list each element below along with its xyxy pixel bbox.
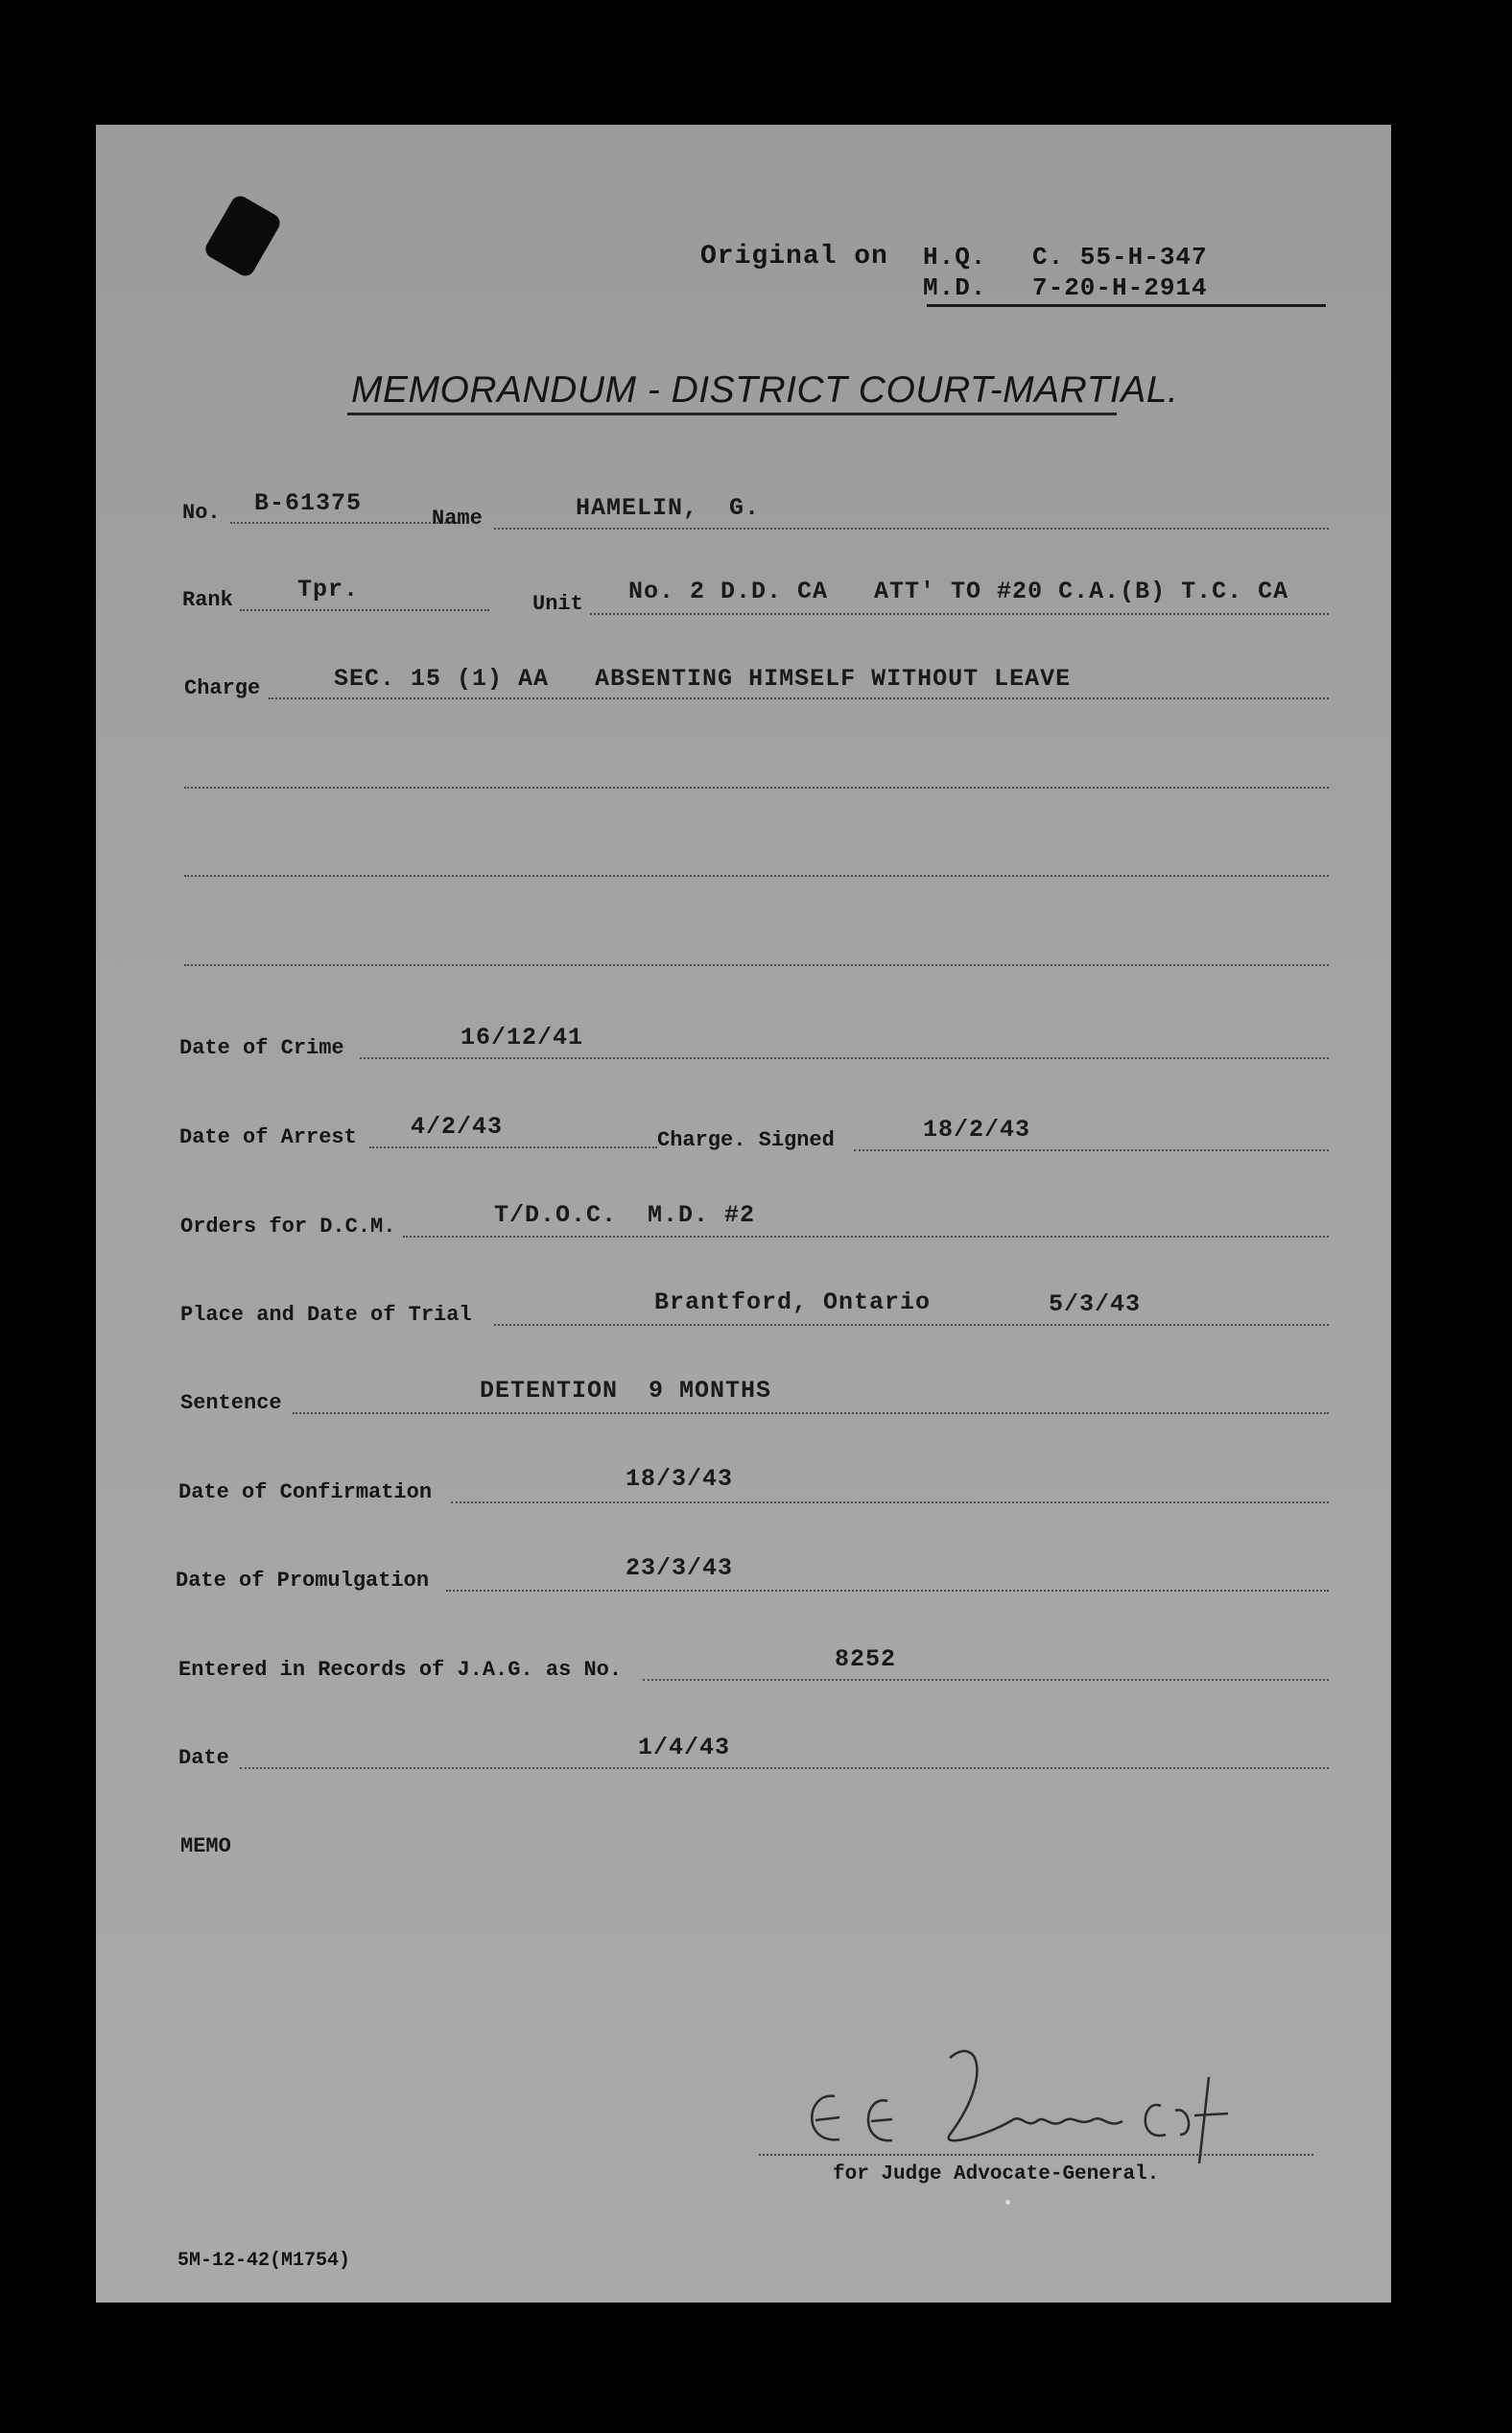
date-of-crime-label: Date of Crime	[179, 1036, 344, 1060]
md-value: 7-20-H-2914	[1032, 273, 1208, 302]
date-of-trial-value: 5/3/43	[1049, 1290, 1142, 1318]
name-label: Name	[432, 507, 483, 531]
scan-speck	[1005, 2200, 1010, 2205]
signature-caption: for Judge Advocate-General.	[833, 2163, 1160, 2185]
rank-label: Rank	[182, 588, 233, 612]
punch-hole-mark	[202, 193, 283, 279]
original-on-label: Original on	[700, 242, 888, 272]
sentence-value: DETENTION 9 MONTHS	[480, 1377, 772, 1405]
charge-line	[269, 697, 1329, 699]
place-date-trial-line	[494, 1324, 1329, 1326]
place-of-trial-value: Brantford, Ontario	[654, 1288, 932, 1316]
entered-in-records-label: Entered in Records of J.A.G. as No.	[178, 1658, 623, 1682]
date-value: 1/4/43	[638, 1734, 731, 1761]
charge-line-2	[184, 787, 1329, 789]
header-rule	[927, 304, 1326, 307]
signature-handwritten	[787, 2039, 1286, 2173]
unit-label: Unit	[532, 592, 583, 616]
charge-signed-value: 18/2/43	[923, 1116, 1031, 1144]
document-title: MEMORANDUM - DISTRICT COURT-MARTIAL.	[351, 369, 1179, 411]
sentence-label: Sentence	[180, 1391, 282, 1415]
no-line	[230, 522, 461, 524]
charge-value: SEC. 15 (1) AA ABSENTING HIMSELF WITHOUT LEAVE	[334, 665, 1072, 693]
memo-label: MEMO	[180, 1834, 231, 1858]
hq-value: C. 55-H-347	[1032, 243, 1208, 272]
date-of-promulgation-label: Date of Promulgation	[176, 1569, 430, 1593]
signature-line	[759, 2154, 1313, 2156]
date-of-promulgation-value: 23/3/43	[626, 1554, 734, 1582]
date-of-arrest-value: 4/2/43	[411, 1113, 504, 1141]
rank-value: Tpr.	[297, 576, 360, 603]
charge-line-3	[184, 875, 1329, 877]
orders-for-dcm-label: Orders for D.C.M.	[180, 1215, 396, 1239]
court-martial-card	[96, 125, 1391, 2303]
hq-label: H.Q.	[923, 243, 987, 272]
jag-record-number-value: 8252	[835, 1645, 897, 1673]
charge-line-4	[184, 964, 1329, 966]
name-value: HAMELIN, G.	[576, 494, 761, 522]
date-label: Date	[178, 1746, 229, 1770]
date-of-crime-value: 16/12/41	[461, 1024, 584, 1051]
md-label: M.D.	[923, 273, 987, 302]
name-line	[494, 528, 1329, 530]
rank-line	[240, 609, 489, 611]
date-of-arrest-label: Date of Arrest	[179, 1125, 357, 1149]
date-of-arrest-line	[369, 1146, 657, 1148]
unit-value: No. 2 D.D. CA ATT' TO #20 C.A.(B) T.C. CA	[628, 578, 1289, 605]
date-of-promulgation-line	[446, 1590, 1329, 1592]
charge-signed-label: Charge. Signed	[657, 1128, 835, 1152]
no-value: B-61375	[254, 489, 363, 517]
entered-in-records-line	[643, 1679, 1329, 1681]
sentence-line	[293, 1412, 1329, 1414]
orders-for-dcm-line	[403, 1236, 1329, 1238]
date-of-confirmation-value: 18/3/43	[626, 1465, 734, 1493]
date-line	[240, 1767, 1329, 1769]
charge-label: Charge	[184, 676, 261, 700]
charge-signed-line	[854, 1149, 1329, 1151]
title-underline	[347, 413, 1117, 415]
form-code: 5M-12-42(M1754)	[177, 2250, 351, 2272]
no-label: No.	[182, 501, 221, 525]
date-of-confirmation-label: Date of Confirmation	[178, 1480, 433, 1504]
date-of-confirmation-line	[451, 1501, 1329, 1503]
date-of-crime-line	[360, 1057, 1329, 1059]
unit-line	[590, 613, 1329, 615]
orders-for-dcm-value: T/D.O.C. M.D. #2	[494, 1201, 756, 1229]
place-date-trial-label: Place and Date of Trial	[180, 1303, 472, 1327]
